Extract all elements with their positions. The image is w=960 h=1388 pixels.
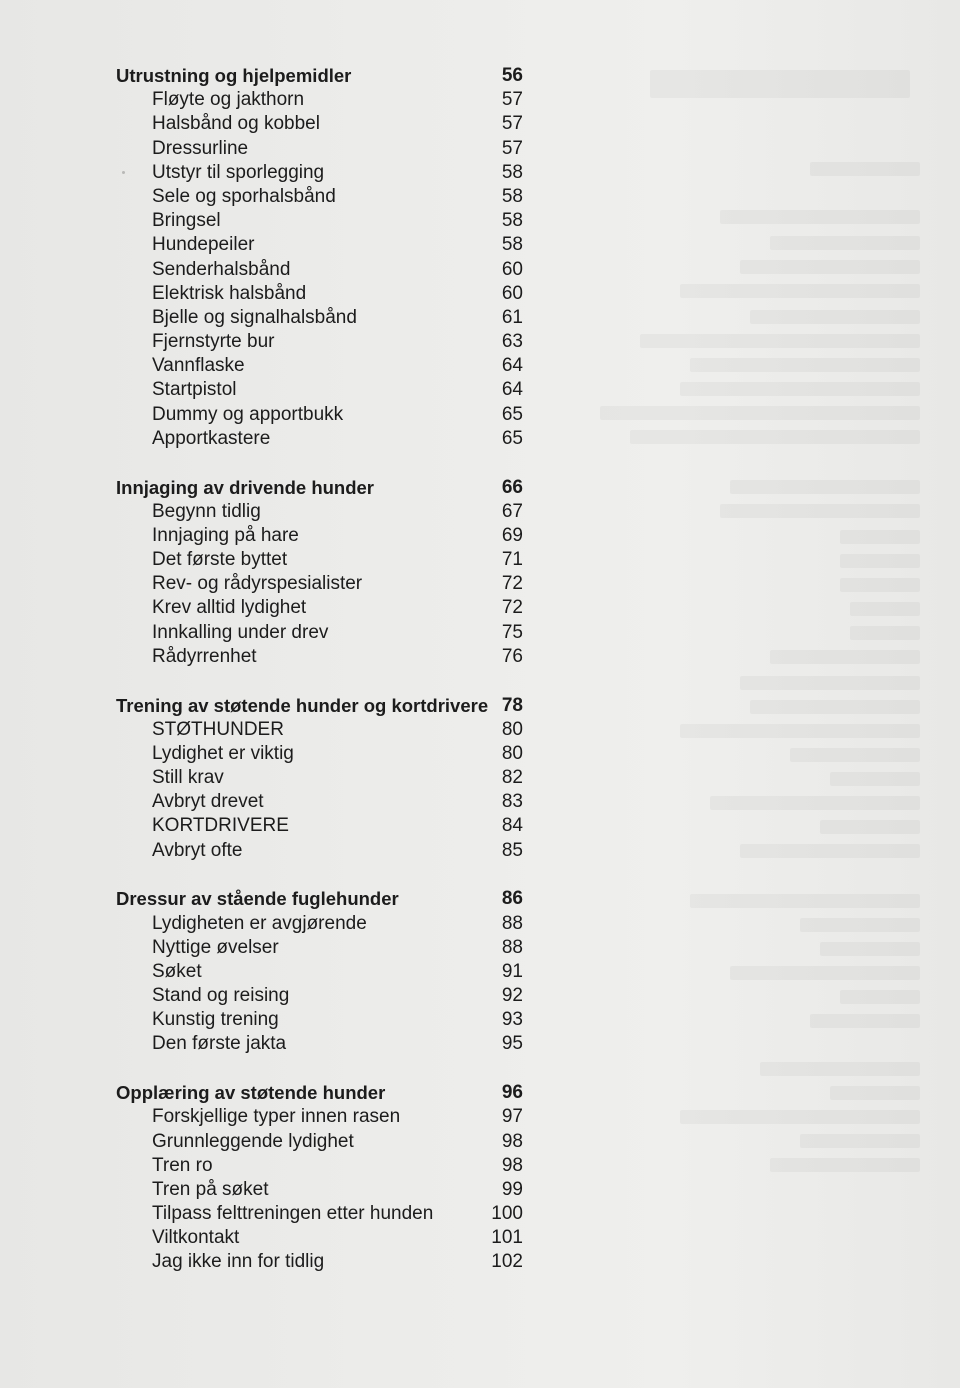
toc-entry — [0, 1202, 560, 1226]
bleed-through-mark — [690, 358, 920, 372]
toc-entry-title: Bringsel — [152, 210, 221, 232]
toc-entry-title: Avbryt drevet — [152, 791, 264, 813]
toc-entry-page: 57 — [501, 137, 523, 159]
toc-entry-page: 64 — [501, 379, 523, 401]
toc-entry-page: 97 — [501, 1106, 523, 1128]
bleed-through-mark — [680, 382, 920, 396]
toc-entry-page: 100 — [491, 1203, 523, 1225]
toc-entry — [0, 1250, 560, 1274]
toc-entry-title: Jag ikke inn for tidlig — [152, 1251, 325, 1273]
toc-entry-title: Rev- og rådyrspesialister — [152, 573, 363, 595]
toc-entry-title: Lydighet er viktig — [152, 742, 294, 764]
toc-entry-title: Halsbånd og kobbel — [152, 113, 320, 135]
toc-entry-page: 91 — [501, 960, 523, 982]
toc-entry — [0, 403, 560, 427]
toc-entry — [0, 88, 560, 112]
toc-entry — [0, 1032, 560, 1056]
bleed-through-mark — [820, 942, 920, 956]
toc-entry-page: 99 — [501, 1178, 523, 1200]
toc-entry-page: 67 — [501, 500, 523, 522]
toc-entry — [0, 354, 560, 378]
toc-entry — [0, 330, 560, 354]
bleed-through-mark — [680, 724, 920, 738]
toc-entry-title: Startpistol — [152, 379, 237, 401]
toc-entry-title: STØTHUNDER — [152, 718, 284, 740]
toc-entry-title: Tren ro — [152, 1154, 213, 1176]
toc-entry — [0, 137, 560, 161]
bleed-through-mark — [850, 626, 920, 640]
toc-entry-page: 57 — [501, 113, 523, 135]
toc-entry-page: 80 — [501, 718, 523, 740]
toc-entry-page: 88 — [501, 936, 523, 958]
toc-heading-page: 96 — [501, 1082, 523, 1104]
toc-entry — [0, 378, 560, 402]
toc-entry-page: 57 — [501, 89, 523, 111]
toc-section — [0, 64, 560, 451]
bleed-through-mark — [600, 406, 920, 420]
bleed-through-mark — [680, 284, 920, 298]
toc-entry — [0, 839, 560, 863]
toc-heading-title: Trening av støtende hunder og kortdrivere — [116, 694, 489, 716]
bleed-through-mark — [740, 260, 920, 274]
toc-entry-title: Forskjellige typer innen rasen — [152, 1106, 401, 1128]
toc-entry-page: 58 — [501, 210, 523, 232]
bleed-through-mark — [760, 1062, 920, 1076]
toc-heading-title: Dressur av stående fuglehunder — [116, 888, 399, 910]
toc-heading-page: 66 — [501, 476, 523, 498]
toc-entry-title: Apportkastere — [152, 427, 271, 449]
toc-entry-page: 85 — [501, 839, 523, 861]
toc-entry-page: 98 — [501, 1130, 523, 1152]
toc-entry — [0, 596, 560, 620]
toc-entry-page: 88 — [501, 912, 523, 934]
toc-entry — [0, 306, 560, 330]
toc-section — [0, 1081, 560, 1275]
bleed-through-mark — [720, 504, 920, 518]
bullet-dot-icon — [122, 171, 125, 174]
bleed-through-mark — [690, 894, 920, 908]
toc-entry-page: 98 — [501, 1154, 523, 1176]
toc-entry-page: 101 — [491, 1227, 523, 1249]
bleed-through-mark — [840, 554, 920, 568]
toc-entry — [0, 112, 560, 136]
toc-entry — [0, 645, 560, 669]
toc-entry — [0, 984, 560, 1008]
toc-entry-page: 95 — [501, 1033, 523, 1055]
toc-heading-title: Innjaging av drivende hunder — [116, 476, 375, 498]
bleed-through-mark — [720, 210, 920, 224]
toc-entry-title: Hundepeiler — [152, 234, 255, 256]
toc-entry-page: 83 — [501, 791, 523, 813]
toc-entry-title: Tren på søket — [152, 1178, 269, 1200]
toc-entry — [0, 161, 560, 185]
toc-entry-title: Utstyr til sporlegging — [152, 161, 325, 183]
bleed-through-mark — [640, 334, 920, 348]
toc-entry — [0, 742, 560, 766]
toc-entry-page: 102 — [491, 1251, 523, 1273]
toc-heading-page: 86 — [501, 888, 523, 910]
toc-entry-title: Sele og sporhalsbånd — [152, 185, 336, 207]
bleed-through-mark — [740, 844, 920, 858]
toc-entry-title: Den første jakta — [152, 1033, 287, 1055]
toc-entry-page: 63 — [501, 331, 523, 353]
toc-entry-title: Senderhalsbånd — [152, 258, 291, 280]
toc-entry — [0, 960, 560, 984]
bleed-through-mark — [800, 1134, 920, 1148]
toc-entry — [0, 1226, 560, 1250]
bleed-through-mark — [800, 918, 920, 932]
toc-entry-page: 60 — [501, 282, 523, 304]
bleed-through-mark — [770, 1158, 920, 1172]
bleed-through-mark — [840, 990, 920, 1004]
toc-entry — [0, 1154, 560, 1178]
bleed-through-mark — [740, 676, 920, 690]
toc-entry-title: KORTDRIVERE — [152, 815, 289, 837]
bleed-through-mark — [650, 70, 910, 98]
bleed-through-mark — [830, 1086, 920, 1100]
toc-entry-title: Tilpass felttreningen etter hunden — [152, 1203, 434, 1225]
toc-entry-title: Det første byttet — [152, 549, 288, 571]
toc-entry-title: Stand og reising — [152, 985, 290, 1007]
toc-entry-title: Søket — [152, 960, 202, 982]
toc-heading — [0, 694, 560, 718]
bleed-through-mark — [630, 430, 920, 444]
toc-entry-page: 61 — [501, 306, 523, 328]
toc-entry — [0, 718, 560, 742]
toc-entry-title: Elektrisk halsbånd — [152, 282, 307, 304]
toc-entry-page: 64 — [501, 355, 523, 377]
bleed-through-mark — [750, 700, 920, 714]
toc-heading — [0, 64, 560, 88]
toc-entry-title: Innkalling under drev — [152, 621, 329, 643]
toc-entry — [0, 766, 560, 790]
toc-entry — [0, 1008, 560, 1032]
toc-entry — [0, 524, 560, 548]
toc-entry-title: Kunstig trening — [152, 1009, 279, 1031]
toc-entry-title: Innjaging på hare — [152, 524, 299, 546]
toc-entry-title: Vannflaske — [152, 355, 245, 377]
toc-entry-page: 65 — [501, 403, 523, 425]
toc-entry-page: 60 — [501, 258, 523, 280]
toc-heading-title: Opplæring av støtende hunder — [116, 1082, 386, 1104]
toc-entry — [0, 1130, 560, 1154]
toc-entry-title: Lydigheten er avgjørende — [152, 912, 367, 934]
toc-entry-title: Still krav — [152, 767, 224, 789]
toc-entry-page: 92 — [501, 985, 523, 1007]
toc-entry-page: 76 — [501, 645, 523, 667]
bleed-through-mark — [840, 530, 920, 544]
toc-entry — [0, 621, 560, 645]
toc-entry-title: Begynn tidlig — [152, 500, 261, 522]
toc-entry-page: 58 — [501, 234, 523, 256]
toc-entry — [0, 1105, 560, 1129]
bleed-through-mark — [730, 480, 920, 494]
bleed-through-mark — [840, 578, 920, 592]
toc-entry-page: 93 — [501, 1009, 523, 1031]
toc-heading — [0, 476, 560, 500]
toc-entry-page: 72 — [501, 597, 523, 619]
bleed-through-mark — [750, 310, 920, 324]
toc-heading — [0, 887, 560, 911]
toc-entry — [0, 500, 560, 524]
toc-heading-title: Utrustning og hjelpemidler — [116, 65, 352, 86]
toc-entry — [0, 814, 560, 838]
toc-entry-page: 75 — [501, 621, 523, 643]
toc-entry-title: Bjelle og signalhalsbånd — [152, 306, 357, 328]
toc-entry — [0, 282, 560, 306]
toc-entry-title: Fløyte og jakthorn — [152, 89, 305, 111]
toc-entry — [0, 936, 560, 960]
toc-entry-title: Grunnleggende lydighet — [152, 1130, 354, 1152]
toc-entry-page: 80 — [501, 742, 523, 764]
toc-entry-title: Dummy og apportbukk — [152, 403, 344, 425]
bleed-through-mark — [710, 796, 920, 810]
toc-entry-title: Dressurline — [152, 137, 249, 159]
toc-entry-page: 71 — [501, 549, 523, 571]
bleed-through-mark — [820, 820, 920, 834]
bleed-through-mark — [790, 748, 920, 762]
toc-entry-page: 84 — [501, 815, 523, 837]
toc-entry — [0, 427, 560, 451]
toc-heading-page: 56 — [501, 65, 523, 86]
bleed-through-mark — [810, 1014, 920, 1028]
toc-entry-page: 58 — [501, 185, 523, 207]
toc-entry — [0, 258, 560, 282]
toc-entry-title: Avbryt ofte — [152, 839, 243, 861]
toc-entry-page: 69 — [501, 524, 523, 546]
toc-entry-title: Fjernstyrte bur — [152, 331, 275, 353]
bleed-through-mark — [850, 602, 920, 616]
toc-entry-title: Krev alltid lydighet — [152, 597, 307, 619]
toc-entry-title: Viltkontakt — [152, 1227, 240, 1249]
toc-heading — [0, 1081, 560, 1105]
toc-entry-title: Rådyrrenhet — [152, 645, 257, 667]
toc-entry — [0, 548, 560, 572]
toc-entry-page: 65 — [501, 427, 523, 449]
toc-entry-page: 82 — [501, 767, 523, 789]
toc-entry — [0, 912, 560, 936]
toc-heading-page: 78 — [501, 694, 523, 716]
bleed-through-mark — [770, 650, 920, 664]
toc-entry — [0, 1178, 560, 1202]
bleed-through-mark — [730, 966, 920, 980]
bleed-through-mark — [810, 162, 920, 176]
bleed-through-mark — [770, 236, 920, 250]
toc-entry-title: Nyttige øvelser — [152, 936, 279, 958]
toc-section — [0, 476, 560, 670]
toc-entry — [0, 209, 560, 233]
toc-section — [0, 694, 560, 863]
table-of-contents — [0, 64, 560, 1299]
bleed-through-mark — [830, 772, 920, 786]
bleed-through-mark — [680, 1110, 920, 1124]
toc-entry — [0, 233, 560, 257]
toc-entry-page: 58 — [501, 161, 523, 183]
toc-entry — [0, 790, 560, 814]
toc-entry — [0, 185, 560, 209]
toc-entry — [0, 572, 560, 596]
toc-entry-page: 72 — [501, 573, 523, 595]
toc-section — [0, 887, 560, 1056]
